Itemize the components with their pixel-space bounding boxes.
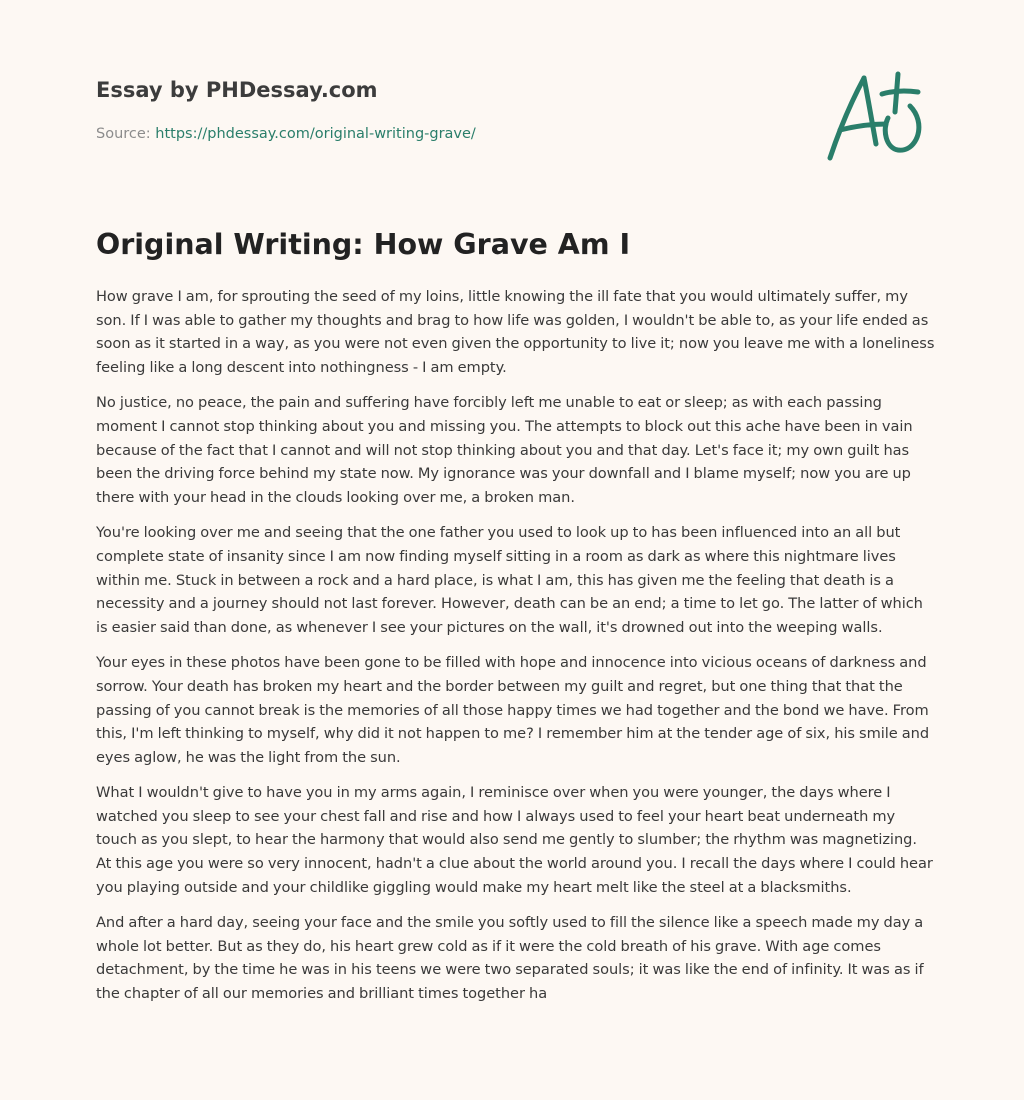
essay-paragraph: You're looking over me and seeing that the one father you used to look up to has been influenced into an all but complete state of insanity since I am now finding myself sitting in a room as dark as where this nightmare lives within me. Stuck in between a rock and a hard place, is what I am, this has given me the feeling that death is a necessity and a journey should not last forever. However, death can be an end; a time to let go. The latter of which is easier said than done, as whenever I see your pictures on the wall, it's drowned out into the weeping walls. (96, 524, 923, 636)
essay-paragraph: No justice, no peace, the pain and suffering have forcibly left me unable to eat or sleep; as with each passing moment I cannot stop thinking about you and missing you. The attempts to block out this ache have been in vain because of the fact that I cannot and will not stop thinking about you and that day. Let's face it; my own guilt has been the driving force behind my state now. My ignorance was your downfall and I blame myself; now you are up there with your head in the clouds looking over me, a broken man. (96, 394, 913, 506)
source-label: Source: (96, 126, 156, 142)
essay-title: Original Writing: How Grave Am I (96, 228, 631, 261)
essay-paragraph: How grave I am, for sprouting the seed of my loins, little knowing the ill fate that you would ultimately suffer, my son. If I was able to gather my thoughts and brag to how life was golden, I wouldn't be able to, as your life ended as soon as it started in a way, as you were not even given the opportunity to live it; now you leave me with a loneliness feeling like a long descent into nothingness - I am empty. (96, 288, 935, 376)
essay-paragraph: And after a hard day, seeing your face and the smile you softly used to fill the silence like a speech made my day a whole lot better. But as they do, his heart grew cold as if it were the cold breath of his grave. With age comes detachment, by the time he was in his teens we were two separated souls; it was like the end of infinity. It was as if the chapter of all our memories and brilliant times together ha (96, 914, 924, 1003)
source-link[interactable]: https://phdessay.com/original-writing-grave/ (155, 126, 476, 142)
a-plus-grade-logo-icon (826, 70, 926, 165)
source-line (96, 124, 476, 144)
essay-body (96, 285, 936, 1018)
essay-paragraph: Your eyes in these photos have been gone to be filled with hope and innocence into vicious oceans of darkness and sorrow. Your death has broken my heart and the border between my guilt and regret, but one thing that that the passing of you cannot break is the memories of all those happy times we had together and the bond we have. From this, I'm left thinking to myself, why did it not happen to me? I remember him at the tender age of six, his smile and eyes aglow, he was the light from the sun. (96, 654, 930, 766)
brand-title: Essay by PHDessay.com (96, 78, 378, 102)
essay-paragraph: What I wouldn't give to have you in my arms again, I reminisce over when you were younger, the days where I watched you sleep to see your chest fall and rise and how I always used to feel your heart beat underneath my touch as you slept, to hear the harmony that would also send me gently to slumber; the rhythm was magnetizing. At this age you were so very innocent, hadn't a clue about the world around you. I recall the days where I could hear you playing outside and your childlike giggling would make my heart melt like the steel at a blacksmiths. (96, 784, 933, 896)
essay-header (96, 76, 926, 176)
